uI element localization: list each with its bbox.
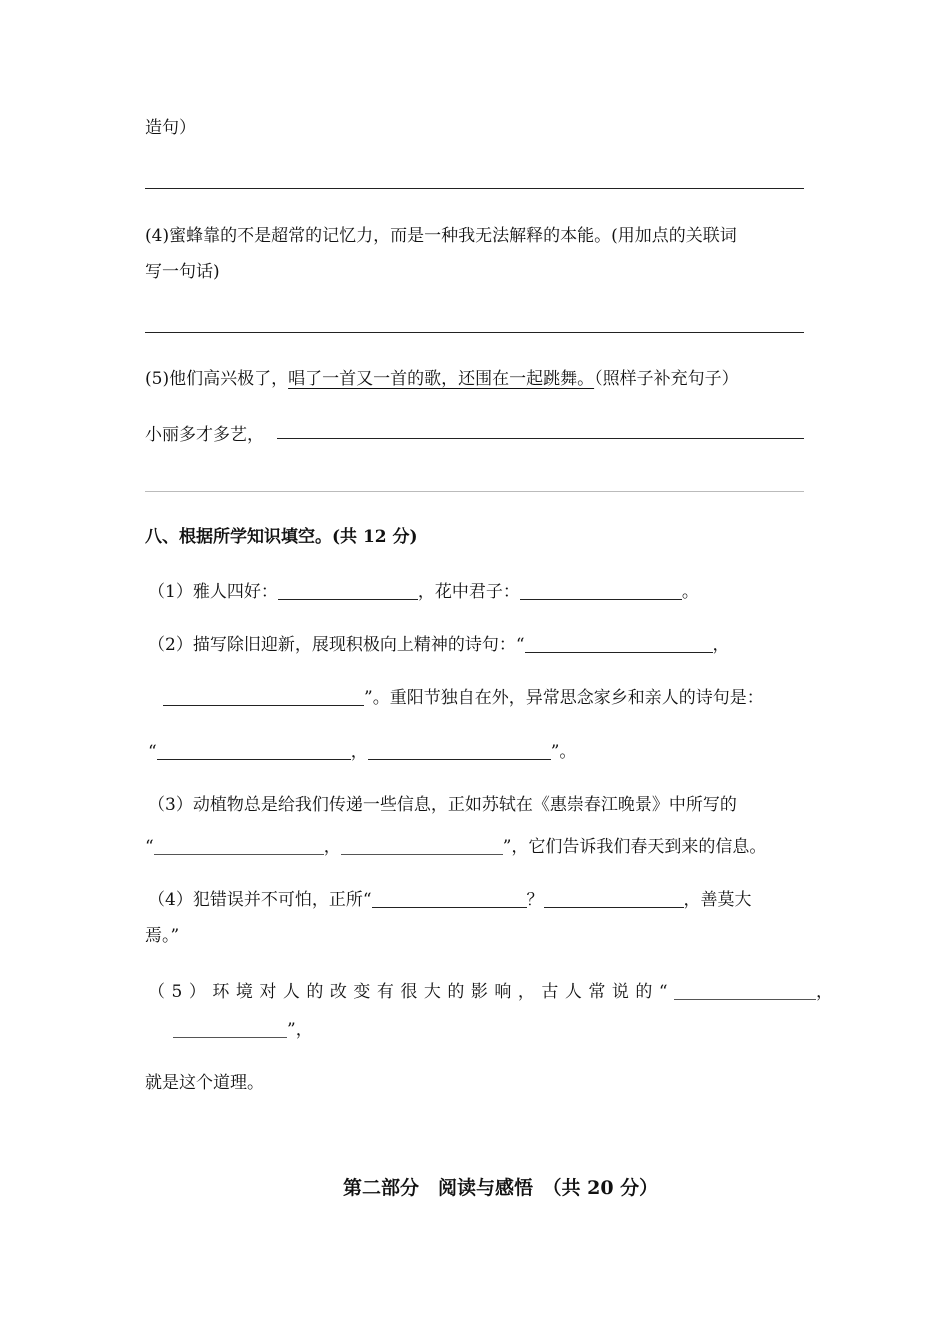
- item-2-quote-close: ”。: [550, 742, 577, 762]
- item-4-label: （4）犯错误并不可怕，正所“: [148, 890, 372, 910]
- item-5-label: （5）环境对人的改变有很大的影响，古人常说的“: [148, 982, 675, 1002]
- item-2-blank-c[interactable]: [157, 742, 351, 760]
- item-3-line2: [145, 836, 766, 858]
- sentence-5-fill-prefix: 小丽多才多艺，: [145, 425, 264, 445]
- item-4-line2: 焉。”: [145, 926, 180, 946]
- answer-line-3[interactable]: [145, 188, 804, 189]
- item-5-blank-a[interactable]: [674, 982, 816, 1000]
- part-2-title: 第二部分 阅读与感悟 （共 20 分）: [343, 1177, 659, 1199]
- item-1: [148, 581, 699, 603]
- answer-line-5a[interactable]: [277, 438, 804, 439]
- item-1-blank-b[interactable]: [520, 582, 682, 600]
- item-5-quote-close: ”，: [287, 1020, 313, 1040]
- sentence-5-instruction: （照样子补充句子）: [594, 369, 739, 389]
- sentence-5: [145, 368, 739, 390]
- item-5-line1: [148, 981, 833, 1003]
- item-3-line1: （3）动植物总是给我们传递一些信息，正如苏轼在《惠崇春江晚景》中所写的: [148, 795, 737, 815]
- item-4-blank-a[interactable]: [372, 890, 527, 908]
- item-4-blank-b[interactable]: [544, 890, 684, 908]
- item-2-text: ”。重阳节独自在外，异常思念家乡和亲人的诗句是：: [364, 688, 764, 708]
- item-4-text: ，善莫大: [683, 890, 752, 910]
- sentence-4-line1: (4)蜜蜂靠的不是超常的记忆力，而是一种我无法解释的本能。(用加点的关联词: [145, 226, 737, 246]
- item-4-q: ？: [526, 890, 544, 910]
- item-2-quote-open: “: [148, 742, 157, 762]
- item-1-blank-a[interactable]: [278, 582, 418, 600]
- sentence-cont: 造句）: [145, 118, 196, 138]
- item-2-comma: ，: [712, 635, 730, 655]
- item-5-blank-b[interactable]: [173, 1020, 287, 1038]
- item-3-blank-a[interactable]: [154, 837, 324, 855]
- item-3-blank-b[interactable]: [341, 837, 503, 855]
- item-2-blank-a[interactable]: [525, 635, 713, 653]
- item-2-blank-b[interactable]: [163, 688, 364, 706]
- item-4-line1: [148, 889, 752, 911]
- item-2-line2: [163, 687, 764, 709]
- item-2-label: （2）描写除旧迎新，展现积极向上精神的诗句：“: [148, 635, 525, 655]
- section-8-title: 八、根据所学知识填空。(共 12 分): [145, 527, 418, 547]
- sentence-5-prefix: (5)他们高兴极了，: [145, 369, 289, 389]
- item-3-comma: ，: [323, 837, 341, 857]
- sentence-4-line2: 写一句话): [145, 262, 220, 282]
- sentence-5-example: 唱了一首又一首的歌，还围在一起跳舞。: [288, 369, 595, 389]
- item-3-text: ”，它们告诉我们春天到来的信息。: [502, 837, 767, 857]
- section-divider: [145, 491, 804, 492]
- item-1-end: 。: [681, 582, 699, 602]
- item-5-line2: [173, 1019, 313, 1041]
- answer-line-4[interactable]: [145, 332, 804, 333]
- item-2-line1: [148, 634, 730, 656]
- item-1-mid: ，花中君子：: [417, 582, 520, 602]
- item-2-blank-d[interactable]: [368, 742, 551, 760]
- item-5-line3: 就是这个道理。: [145, 1073, 264, 1093]
- item-2-comma2: ，: [350, 742, 368, 762]
- item-2-line3: [148, 741, 576, 763]
- item-5-comma: ，: [816, 982, 834, 1002]
- item-3-quote-open: “: [145, 837, 154, 857]
- item-1-label: （1）雅人四好：: [148, 582, 278, 602]
